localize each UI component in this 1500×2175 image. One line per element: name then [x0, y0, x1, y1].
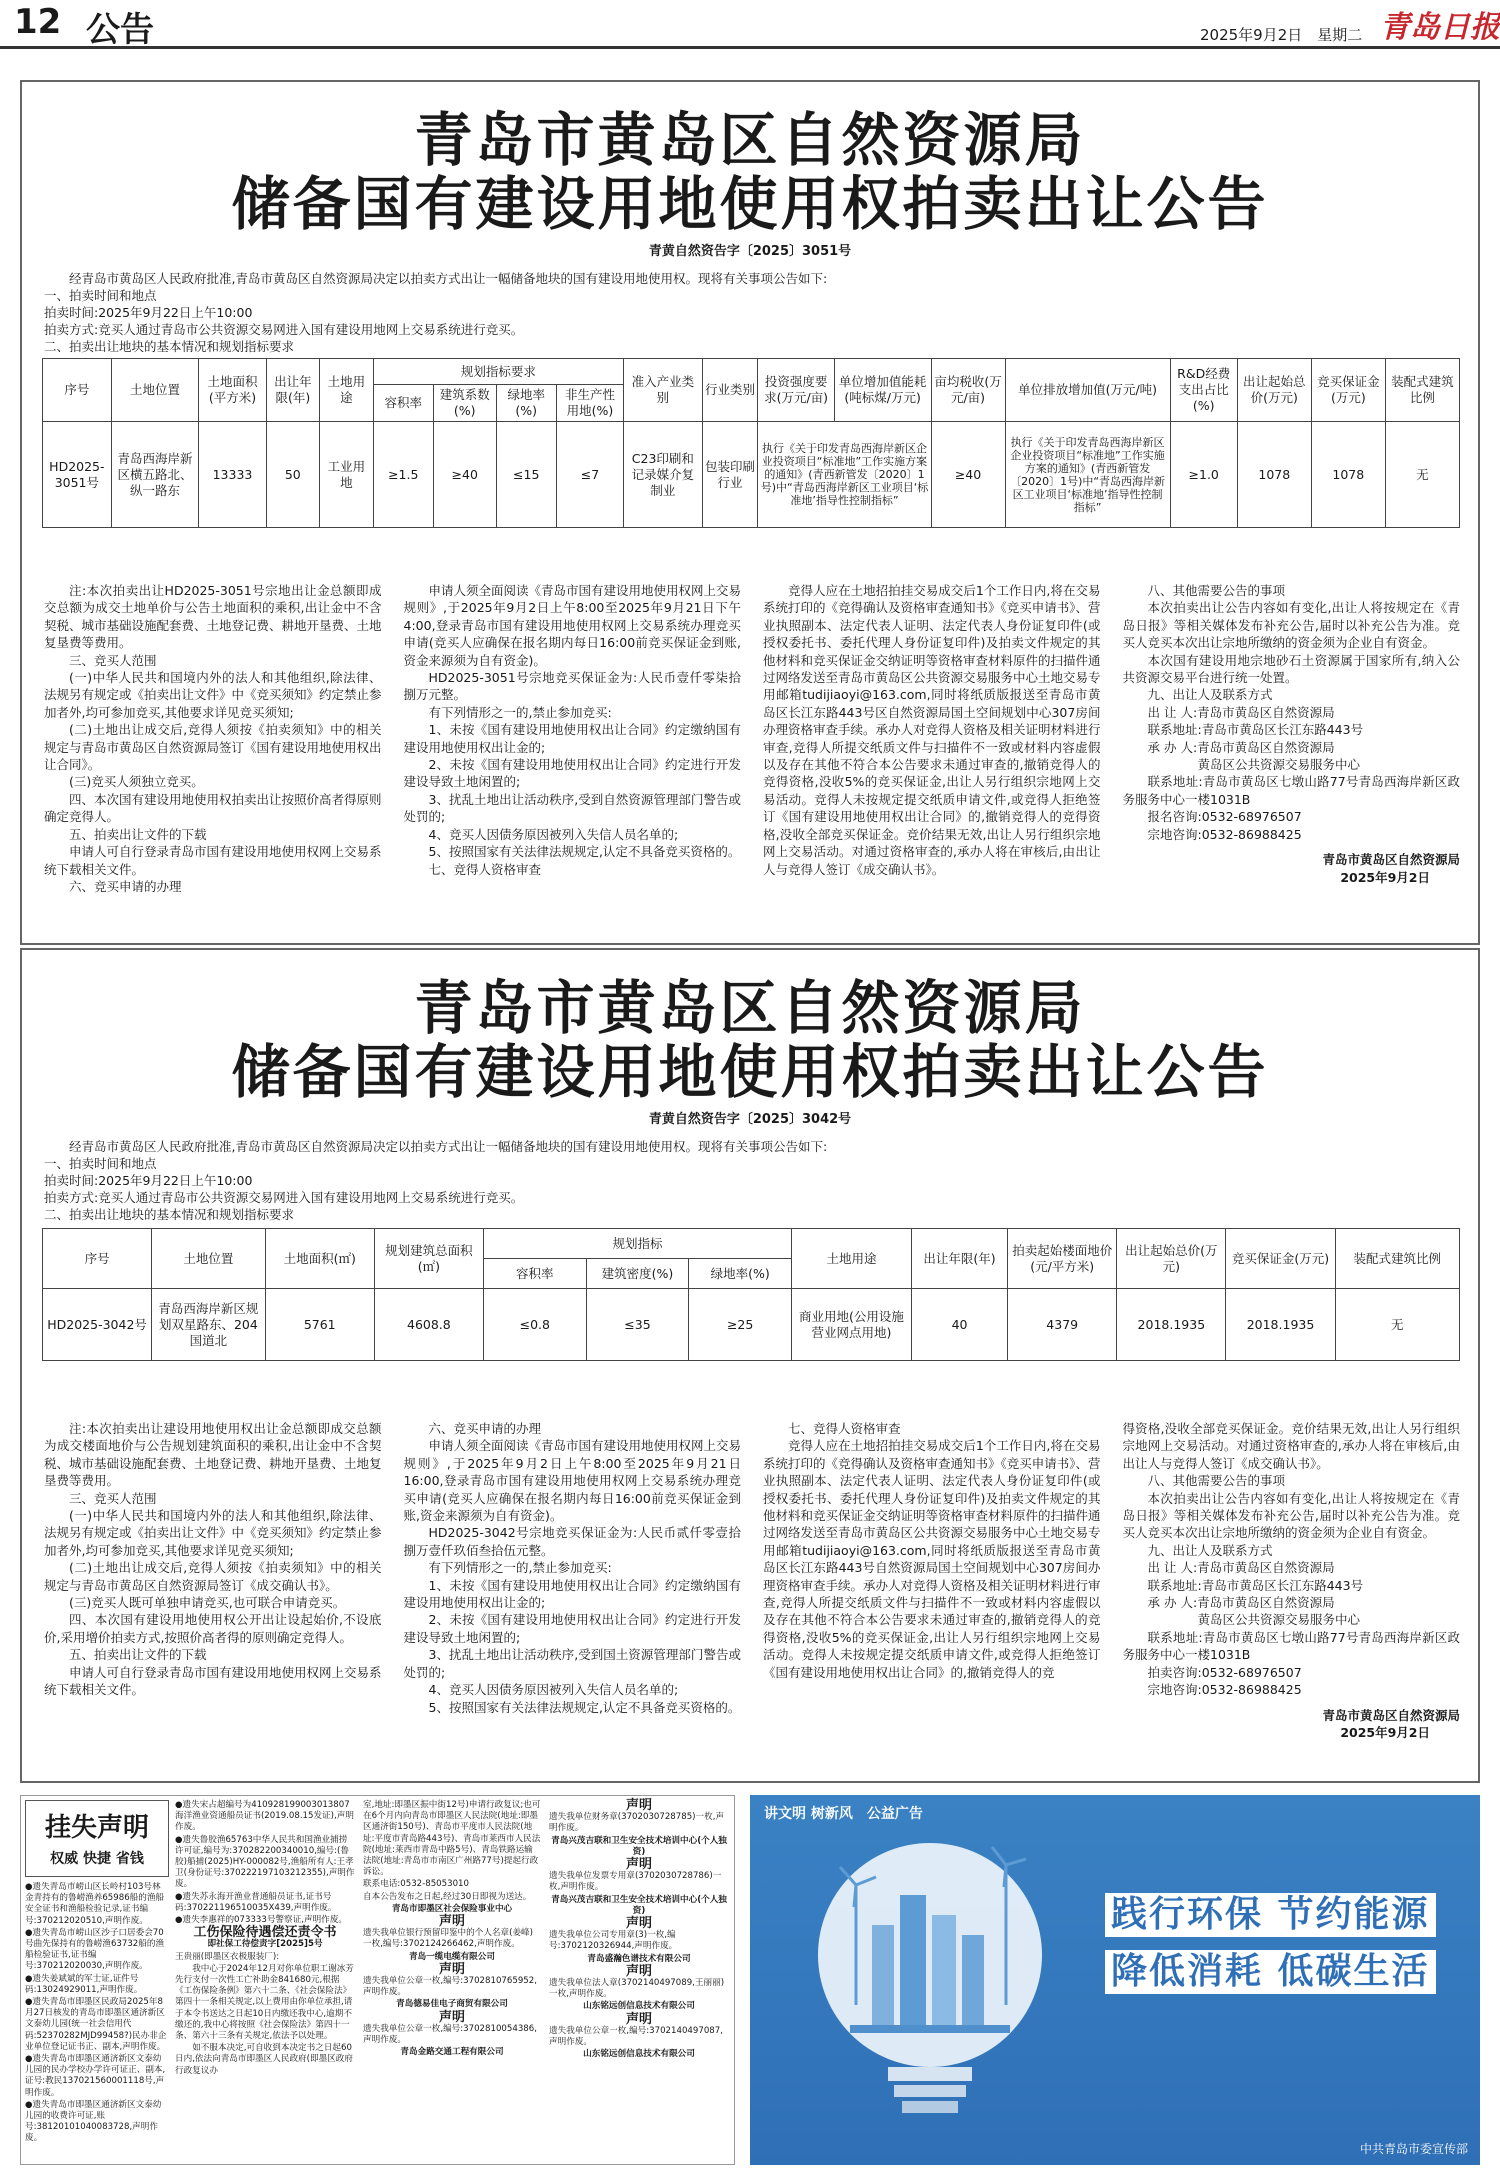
- doc-number: 青黄自然资告字〔2025〕3051号: [648, 244, 852, 259]
- para: 5、按照国家有关法律法规规定,认定不具备竞买资格的。: [428, 844, 741, 860]
- table-cell: 13333: [199, 422, 266, 528]
- th: 行业类别: [702, 359, 758, 422]
- body-column: [44, 582, 382, 895]
- ad-heading: 声明: [438, 2009, 465, 2025]
- para: 1、未按《国有建设用地使用权出让合同》约定缴纳国有建设用地使用权出让金的;: [403, 722, 741, 755]
- th: 单位排放增加值(万元/吨): [1005, 359, 1170, 422]
- notice-title-line2: 储备国有建设用地使用权拍卖出让公告: [231, 1038, 1269, 1106]
- para: 八、其他需要公告的事项: [1147, 583, 1286, 598]
- ad-item: 王贵丽(即墨区衣极服装厂):: [175, 1951, 280, 1962]
- notice-title-line1: 青岛市黄岛区自然资源局: [414, 106, 1086, 174]
- parcel-table: [42, 1228, 1460, 1361]
- notice-title-line1: 青岛市黄岛区自然资源局: [414, 974, 1086, 1042]
- lost-notice-banner: [25, 1800, 169, 1877]
- th: 土地面积(平方米): [199, 359, 266, 422]
- th: 出让年限(年): [911, 1229, 1007, 1289]
- notice-title-line2: 储备国有建设用地使用权拍卖出让公告: [231, 170, 1269, 238]
- para: 申请人可自行登录青岛市国有建设用地使用权网上交易系统下载相关文件。: [44, 844, 382, 877]
- ad-signer: 青岛德易佳电子商贸有限公司: [396, 1999, 508, 2010]
- para: HD2025-3042号宗地竞买保证金为:人民币贰仟零壹拾捌万壹仟玖佰叁拾伍元整。: [403, 1525, 741, 1558]
- public-service-ad: [750, 1795, 1480, 2165]
- para: 注:本次拍卖出让HD2025-3051号宗地出让金总额即成交总额为成交土地单价与公告土地面积的乘积,出让金中不含契税、城市基础设施配套费、土地登记费、耕地开垦费、土地复垦费等费用。: [44, 583, 382, 651]
- th-sub: 容积率: [483, 1259, 586, 1289]
- ad-heading: 声明: [625, 1857, 652, 1873]
- psa-credit: 中共青岛市委宣传部: [1359, 2142, 1468, 2156]
- table-cell: 执行《关于印发青岛西海岸新区企业投资项目“标准地”工作实施方案的通知》(青西新管发〔2020〕1号)中“青岛西海岸新区工业项目‘标准地’指导性控制指标”: [1005, 422, 1170, 528]
- ad-item: 遗失我单位公章一枚,编号:3702810765952,声明作废。: [363, 1976, 537, 1998]
- table-cell: 2018.1935: [1226, 1289, 1335, 1361]
- psa-tag: 讲文明 树新风 公益广告: [764, 1806, 923, 1822]
- ad-item: ●遗失姜斌斌的军士证,证件号码:13024929011,声明作废。: [25, 1973, 143, 1995]
- th: 拍卖起始楼面地价(元/平方米): [1008, 1229, 1117, 1289]
- para: 得资格,没收全部竞买保证金。竞价结果无效,出让人另行组织宗地网上交易活动。对通过资格审查的,承办人将在审核后,由出让人与竞得人签订《成交确认书》。: [1122, 1421, 1460, 1471]
- parcel-table: [42, 358, 1460, 528]
- ad-signer: 山东铭远创信息技术有限公司: [583, 2049, 695, 2060]
- table-cell: 工业用地: [320, 422, 374, 528]
- psa-slogan-1: 践行环保 节约能源: [1105, 1893, 1436, 1937]
- building-icon: [932, 1915, 956, 2025]
- th: 装配式建筑比例: [1335, 1229, 1459, 1289]
- table-cell: 1078: [1237, 422, 1311, 528]
- table-cell: ≤7: [556, 422, 623, 528]
- ad-signer: 青岛兴茂吉联和卫生安全技术培训中心(个人独资): [551, 1894, 727, 1916]
- ad-signer: 山东铭远创信息技术有限公司: [583, 2001, 695, 2012]
- para: 宗地咨询:0532-86988425: [1147, 826, 1302, 842]
- th: 土地面积(㎡): [265, 1229, 374, 1289]
- para: 联系地址:青岛市黄岛区长江东路443号: [1147, 722, 1364, 738]
- th: 装配式建筑比例: [1385, 359, 1459, 422]
- para: (三)竞买人既可单独申请竞买,也可联合申请竞买。: [69, 1595, 346, 1611]
- ad-item: ●遗失青岛市崂山区沙子口居委会70号曲先保持有的鲁崂渔63732船的渔船检验证书,证书编号:370212020030,声明作废。: [25, 1927, 165, 1972]
- para: 3、扰乱土地出让活动秩序,受到自然资源管理部门警告或处罚的;: [403, 791, 741, 825]
- th: 竞买保证金(万元): [1226, 1229, 1335, 1289]
- para: 申请人须全面阅读《青岛市国有建设用地使用权网上交易规则》,于2025年9月2日上午8:00至2025年9月21日下午4:00,登录青岛市国有建设用地使用权网上交易系统办理竞买申请(竞买人应确保在报名期内每日16:00前竞买保证金到账,资金来源须为自有资金)。: [403, 583, 742, 668]
- table-cell: 商业用地(公用设施营业网点用地): [791, 1289, 911, 1361]
- th-sub: 非生产性用地(%): [556, 385, 623, 422]
- body-column: [404, 1420, 742, 1741]
- ad-item: 如不服本决定,可自收到本决定书之日起60日内,依法向青岛市即墨区人民政府(即墨区政府行政复议办: [175, 2043, 353, 2076]
- ad-item: ●遗失青岛市即墨区通济新区文泰幼儿园的收费许可证,账号:38120101040083728,声明作废。: [25, 2099, 162, 2144]
- para: 本次拍卖出让公告内容如有变化,出让人将按规定在《青岛日报》等相关媒体发布补充公告,届时以补充公告为准。竞买人竞买本次出让宗地所缴纳的资金须为企业自有资金。: [1122, 600, 1460, 651]
- para: (二)土地出让成交后,竞得人须按《拍卖须知》中的相关规定与青岛市黄岛区自然资源局签订《成交确认书》。: [44, 1560, 382, 1593]
- intro-line: 拍卖时间:2025年9月22日上午10:00: [44, 305, 253, 320]
- table-cell: 包装印刷行业: [702, 422, 758, 528]
- para: 2、未按《国有建设用地使用权出让合同》约定进行开发建设导致土地闲置的;: [403, 757, 741, 790]
- ad-item: 遗失我单位公司专用章(3)一枚,编号:3702120326944,声明作废。: [549, 1930, 678, 1952]
- table-cell: 4379: [1008, 1289, 1117, 1361]
- para: 拍卖咨询:0532-68976507: [1147, 1664, 1302, 1680]
- lost-notice-title: 挂失声明: [44, 1813, 149, 1843]
- ad-item: 遗失我单位公章一枚,编号:3702140497087,声明作废。: [549, 2025, 723, 2048]
- para: 竞得人应在土地招拍挂交易成交后1个工作日内,将在交易系统打印的《竞得确认及资格审查通知书》《竞买申请书》、营业执照副本、法定代表人证明、法定代表人身份证复印件(或授权委托书、委托代理人身份证复印件)及拍卖文件规定的其他材料和竞买保证金交纳证明等资格审查材料原件的扫描件通过网络发送至青岛市黄岛区公共资源交易服务中心土地交易专用邮箱tudijiaoyi@163.com,同时将纸质版报送至青岛市黄岛区长江东路443号区自然资源局国土空间规划中心307房间办理资格审查手续。承办人对竞得人资格及相关证明材料进行审查,竞得人所提交纸质文件与扫描件不一致或材料内容虚假以及存在其他不符合本公告要求未通过审查的,撤销竞得人的竞得资格,没收5%的竞买保证金,出让人另行组织宗地网上交易活动。竞得人未按规定提交纸质申请文件,或竞得人拒绝签订《国有建设用地使用权出让合同》的,撤销竞得人的竞得资格,没收全部竞买保证金。竞价结果无效,出让人另行组织宗地网上交易活动。对通过资格审查的,承办人将在审核后,由出让人与竞得人签订《成交确认书》。: [763, 583, 1101, 877]
- ad-signer: 青岛盛瀚色谱技术有限公司: [587, 1953, 691, 1964]
- ad-item: 室,地址:即墨区振中街12号)申请行政复议;也可在6个月内向青岛市即墨区人民法院(地址:即墨区通济街150号)、青岛市平度市人民法院(地址:平度市青岛路443号)、青岛市莱西市人民法院(地址:莱西市青岛中路5号)、青岛铁路运输法院(地址:青岛市市南区广州路77号)提起行政诉讼。: [363, 1800, 541, 1878]
- table-cell: ≥40: [433, 422, 496, 528]
- para: 承 办 人:青岛市黄岛区自然资源局: [1147, 1595, 1335, 1611]
- notice-intro: [44, 270, 1454, 355]
- intro-line: 拍卖方式:竞买人通过青岛市公共资源交易网进入国有建设用地网上交易系统进行竞买。: [44, 322, 524, 337]
- th: 序号: [43, 1229, 152, 1289]
- intro-line: 一、拍卖时间和地点: [44, 1156, 157, 1171]
- para: 报名咨询:0532-68976507: [1147, 809, 1302, 825]
- para: 联系地址:青岛市黄岛区七墩山路77号青岛西海岸新区政务服务中心一楼1031B: [1122, 1629, 1460, 1663]
- ad-item: 自本公告发布之日起,经过30日即视为送达。: [363, 1891, 532, 1902]
- th: 单位增加值能耗(吨标煤/万元): [834, 359, 931, 422]
- table-cell: ≥1.5: [373, 422, 433, 528]
- table-cell: ≥25: [689, 1289, 792, 1361]
- th: 规划指标要求: [373, 359, 623, 385]
- para: 本次国有建设用地宗地砂石土资源属于国家所有,纳入公共资源交易平台进行统一处置。: [1122, 652, 1460, 686]
- signature-org: 青岛市黄岛区自然资源局: [1322, 852, 1460, 868]
- ad-heading: 声明: [438, 1914, 465, 1930]
- ad-heading: 声明: [625, 2011, 652, 2027]
- table-cell: HD2025-3042号: [43, 1289, 152, 1361]
- th: 土地用途: [791, 1229, 911, 1289]
- th: R&D经费支出占比(%): [1170, 359, 1237, 422]
- ad-subheading: 即社保工待偿责字[2025]5号: [207, 1939, 323, 1950]
- notice-body: [44, 1420, 1460, 1741]
- signature-date: 2025年9月2日: [1340, 869, 1430, 885]
- building-icon: [872, 1925, 894, 2025]
- bulb-glass-icon: [818, 1843, 1042, 2067]
- table-cell: 5761: [265, 1289, 374, 1361]
- notice-3042: [20, 948, 1480, 1783]
- para: 宗地咨询:0532-86988425: [1147, 1682, 1302, 1698]
- table-cell: ≤15: [496, 422, 556, 528]
- para: 六、竞买申请的办理: [428, 1421, 542, 1436]
- ad-item: 我中心于2024年12月对你单位职工谢冰芳先行支付一次性工亡补助金841680元,根据《工伤保险条例》第六十二条、《社会保险法》第四十一条相关规定,以上费用由你单位承担,请于本令书送达之日起10日内缴还我中心,逾期不缴还的,我中心将按照《社会保险法》第四十一条、第六十三条有关规定,依法予以处理。: [175, 1963, 354, 2042]
- para: 九、出让人及联系方式: [1147, 1542, 1273, 1558]
- ad-item: ●遗失青岛市即墨区民政局2025年8月27日核发的青岛市即墨区通济新区文泰幼儿园(统一社会信用代码:52370282MJD99458?)民办非企业单位登记证书正、副本,声明作废。: [25, 1997, 167, 2052]
- ad-item: ●遗失鲁胶渔65763中华人民共和国渔业捕捞许可证,编号为:370282200340010,编号:(鲁胶)船捕(2025)HY-000082号,渔船所有人:王孝卫(身份证号:370222197103212355),声明作废。: [175, 1834, 355, 1890]
- ad-item: ●遗失青岛市即墨区通济新区文泰幼儿园的民办学校办学许可证正、副本,证号:教民137021560001118号,声明作废。: [25, 2054, 166, 2098]
- intro-line: 二、拍卖出让地块的基本情况和规划指标要求: [44, 1207, 295, 1222]
- th: 出让年限(年): [266, 359, 320, 422]
- para: 2、未按《国有建设用地使用权出让合同》约定进行开发建设导致土地闲置的;: [403, 1612, 741, 1645]
- para: 4、竞买人因债务原因被列入失信人员名单的;: [428, 1682, 679, 1698]
- para: 七、竞得人资格审查: [428, 861, 542, 877]
- ad-heading: 声明: [438, 1961, 465, 1977]
- para: 三、竞买人范围: [69, 652, 157, 668]
- para: 四、本次国有建设用地使用权拍卖出让按照价高者得原则确定竞得人。: [44, 791, 382, 825]
- para: 出 让 人:青岛市黄岛区自然资源局: [1147, 704, 1335, 720]
- ad-item: 联系电话:0532-85053010: [363, 1879, 469, 1890]
- table-cell: ≤35: [586, 1289, 689, 1361]
- para: 黄岛区公共资源交易服务中心: [1197, 1612, 1361, 1628]
- th: 土地位置: [152, 1229, 265, 1289]
- ad-heading: 声明: [625, 1916, 652, 1932]
- body-column: [44, 1420, 382, 1741]
- intro-line: 经青岛市黄岛区人民政府批准,青岛市黄岛区自然资源局决定以拍卖方式出让一幅储备地块的国有建设用地使用权。现将有关事项公告如下:: [69, 271, 828, 286]
- para: 三、竞买人范围: [69, 1490, 157, 1506]
- para: 六、竞买申请的办理: [69, 878, 182, 894]
- notice-body: [44, 582, 1460, 895]
- ad-heading: 声明: [625, 1798, 652, 1813]
- lightbulb-city-illustration: [760, 1805, 1090, 2165]
- ad-item: 遗失我单位财务章(3702030728785)一枚,声明作废。: [549, 1812, 725, 1834]
- ad-item: 遗失我单位银行预留印鉴中的个人名章(姜峰)一枚,编号:3702124266462,声明作废。: [363, 1928, 533, 1950]
- para: 出 让 人:青岛市黄岛区自然资源局: [1147, 1560, 1335, 1576]
- body-column: [404, 582, 742, 895]
- th: 投资强度要求(万元/亩): [758, 359, 834, 422]
- ad-item: 遗失我单位发票专用章(3702030728786)一枚,声明作废。: [549, 1871, 722, 1893]
- ad-signer: 青岛市即墨区社会保险事业中心: [391, 1903, 513, 1914]
- para: (二)土地出让成交后,竞得人须按《拍卖须知》中的相关规定与青岛市黄岛区自然资源局签订《国有建设用地使用权出让合同》。: [44, 722, 382, 773]
- ad-heading: 工伤保险待遇偿还责令书: [193, 1925, 337, 1941]
- building-icon: [962, 1935, 984, 2025]
- ad-signer: 青岛金路交通工程有限公司: [400, 2047, 504, 2058]
- th: 出让起始总价(万元): [1117, 1229, 1226, 1289]
- para: 八、其他需要公告的事项: [1147, 1473, 1286, 1489]
- signature-org: 青岛市黄岛区自然资源局: [1322, 1707, 1460, 1723]
- classified-ads: [20, 1795, 735, 2165]
- th: 竞买保证金(万元): [1311, 359, 1385, 422]
- body-column: [763, 582, 1101, 895]
- lost-notice-slogan: 权威 快捷 省钱: [50, 1851, 144, 1867]
- para: 四、本次国有建设用地使用权公开出让设起始价,不设底价,采用增价拍卖方式,按照价高者得的原则确定竞得人。: [44, 1612, 382, 1645]
- th-sub: 容积率: [373, 385, 433, 422]
- th: 规划指标: [483, 1229, 791, 1259]
- table-cell: 无: [1335, 1289, 1459, 1361]
- body-column: [1123, 582, 1461, 895]
- table-cell: ≥1.0: [1170, 422, 1237, 528]
- para: 1、未按《国有建设用地使用权出让合同》约定缴纳国有建设用地使用权出让金的;: [403, 1577, 741, 1611]
- table-cell: 4608.8: [374, 1289, 483, 1361]
- table-cell: HD2025-3051号: [43, 422, 112, 528]
- para: (三)竞买人须独立竞买。: [69, 774, 204, 790]
- th-sub: 建筑密度(%): [586, 1259, 689, 1289]
- th-sub: 建筑系数(%): [433, 385, 496, 422]
- page-number: 12: [14, 2, 62, 42]
- doc-number: 青黄自然资告字〔2025〕3042号: [648, 1112, 852, 1127]
- para: (一)中华人民共和国境内外的法人和其他组织,除法律、法规另有规定或《拍卖出让文件》中《竞买须知》约定禁止参加者外,均可参加竞买,其他要求详见竞买须知;: [44, 670, 382, 720]
- table-cell: 1078: [1311, 422, 1385, 528]
- intro-line: 拍卖时间:2025年9月22日上午10:00: [44, 1173, 253, 1188]
- para: 4、竞买人因债务原因被列入失信人员名单的;: [428, 826, 679, 842]
- table-cell: 50: [266, 422, 320, 528]
- ad-signer: 青岛兴茂吉联和卫生安全技术培训中心(个人独资): [551, 1835, 727, 1857]
- section-title: 公告: [86, 10, 154, 50]
- ad-item: ●遗失苏永海开渔业普通船员证书,证书号码:370221196510035X439,声明作废。: [175, 1891, 337, 1913]
- para: 竞得人应在土地招拍挂交易成交后1个工作日内,将在交易系统打印的《竞得确认及资格审查通知书》《竞买申请书》、营业执照副本、法定代表人证明、法定代表人身份证复印件(或授权委托书、委托代理人身份证复印件)及拍卖文件规定的其他材料和竞买保证金交纳证明等资格审查材料原件的扫描件通过网络发送至青岛市黄岛区公共资源交易服务中心土地交易专用邮箱tudijiaoyi@163.com,同时将纸质版报送至青岛市黄岛区长江东路443号自然资源局国土空间规划中心307房间办理资格审查手续。承办人对竞得人资格及相关证明材料进行审查,竞得人所提交纸质文件与扫描件不一致或材料内容虚假以及存在其他不符合本公告要求未通过审查的,撤销竞得人的竞得资格,没收5%的竞买保证金,出让人另行组织宗地网上交易活动。竞得人未按规定提交纸质申请文件,或竞得人拒绝签订《国有建设用地使用权出让合同》的,撤销竞得人的竞: [763, 1438, 1101, 1680]
- signature-date: 2025年9月2日: [1340, 1724, 1430, 1740]
- intro-line: 经青岛市黄岛区人民政府批准,青岛市黄岛区自然资源局决定以拍卖方式出让一幅储备地块的国有建设用地使用权。现将有关事项公告如下:: [69, 1139, 828, 1154]
- para: 本次拍卖出让公告内容如有变化,出让人将按规定在《青岛日报》等相关媒体发布补充公告,届时以补充公告为准。竞买人竞买本次出让宗地所缴纳的资金须为企业自有资金。: [1122, 1490, 1460, 1541]
- para: HD2025-3051号宗地竞买保证金为:人民币壹仟零柒拾捌万元整。: [403, 670, 741, 703]
- newspaper-logo: 青岛日报: [1380, 10, 1500, 45]
- intro-line: 一、拍卖时间和地点: [44, 288, 157, 303]
- intro-line: 二、拍卖出让地块的基本情况和规划指标要求: [44, 339, 295, 354]
- para: 联系地址:青岛市黄岛区长江东路443号: [1147, 1577, 1364, 1593]
- para: 3、扰乱土地出让活动秩序,受到国土资源管理部门警告或处罚的;: [403, 1647, 741, 1680]
- ad-signer: 青岛一缆电缆有限公司: [409, 1951, 495, 1962]
- th: 土地位置: [111, 359, 199, 422]
- th: 序号: [43, 359, 112, 422]
- para: 黄岛区公共资源交易服务中心: [1197, 757, 1361, 773]
- para: (一)中华人民共和国境内外的法人和其他组织,除法律、法规另有规定或《拍卖出让文件》中《竞买须知》约定禁止参加者外,均可参加竞买,其他要求详见竞买须知;: [44, 1508, 382, 1558]
- th: 亩均税收(万元/亩): [931, 359, 1005, 422]
- intro-line: 拍卖方式:竞买人通过青岛市公共资源交易网进入国有建设用地网上交易系统进行竞买。: [44, 1190, 524, 1205]
- para: 五、拍卖出让文件的下载: [69, 1647, 207, 1663]
- ad-heading: 声明: [625, 1963, 652, 1979]
- building-icon: [900, 1895, 926, 2025]
- th: 规划建筑总面积(㎡): [374, 1229, 483, 1289]
- para: 五、拍卖出让文件的下载: [69, 826, 207, 842]
- table-cell: 40: [911, 1289, 1007, 1361]
- ad-item: 遗失我单位法人章(3702140497089,王丽丽)一枚,声明作废。: [549, 1978, 725, 2000]
- table-cell: ≥40: [931, 422, 1005, 528]
- table-cell: 2018.1935: [1117, 1289, 1226, 1361]
- table-cell: ≤0.8: [483, 1289, 586, 1361]
- para: 九、出让人及联系方式: [1147, 687, 1273, 703]
- table-cell: C23印刷和记录媒介复制业: [624, 422, 703, 528]
- ad-item: 遗失我单位公章一枚,编号:3702810054386,声明作废。: [363, 2023, 537, 2046]
- notice-3051: [20, 80, 1480, 945]
- th: 出让起始总价(万元): [1237, 359, 1311, 422]
- ad-item: ●遗失宋占超编号为410928199003013807海洋渔业资通船员证书(2019.08.15发证),声明作废。: [175, 1800, 354, 1833]
- para: 申请人须全面阅读《青岛市国有建设用地使用权网上交易规则》,于2025年9月2日上午8:00至2025年9月21日16:00,登录青岛市国有建设用地使用权网上交易系统办理竞买申请(竞买人应确保在报名期内每日16:00前竞买保证金到账,资金来源须为自有资金)。: [403, 1438, 742, 1524]
- ads-column: [25, 1882, 167, 2162]
- body-column: [1123, 1420, 1461, 1741]
- page-header: [0, 0, 1500, 49]
- para: 承 办 人:青岛市黄岛区自然资源局: [1147, 739, 1335, 755]
- para: 5、按照国家有关法律法规规定,认定不具备竞买资格的。: [428, 1699, 741, 1715]
- th-sub: 绿地率(%): [496, 385, 556, 422]
- para: 七、竞得人资格审查: [788, 1421, 901, 1436]
- table-cell: 无: [1385, 422, 1459, 528]
- para: 有下列情形之一的,禁止参加竞买:: [428, 1560, 612, 1576]
- ads-column: [363, 1796, 541, 2170]
- para: 申请人可自行登录青岛市国有建设用地使用权网上交易系统下载相关文件。: [44, 1664, 382, 1698]
- psa-slogan-2: 降低消耗 低碳生活: [1105, 1950, 1436, 1994]
- th: 准入产业类别: [624, 359, 703, 422]
- ads-column: [549, 1796, 729, 2170]
- body-column: [763, 1420, 1101, 1741]
- table-cell: 执行《关于印发青岛西海岸新区企业投资项目“标准地”工作实施方案的通知》(青西新管发〔2020〕1号)中“青岛西海岸新区工业项目‘标准地’指导性控制指标”: [758, 422, 931, 528]
- th: 土地用途: [320, 359, 374, 422]
- ad-item: ●遗失李惠祥的073333号警察证,声明作废。: [175, 1915, 347, 1926]
- bulb-cap-icon: [888, 2067, 972, 2081]
- ad-item: ●遗失青岛市崂山区长岭村103号林金青持有的鲁崂渔养65986船的渔船安全证书和渔船检验记录,证书编号:370212020510,声明作废。: [25, 1882, 165, 1926]
- para: 联系地址:青岛市黄岛区七墩山路77号青岛西海岸新区政务服务中心一楼1031B: [1122, 774, 1460, 807]
- issue-date: 2025年9月2日 星期二: [1200, 26, 1363, 44]
- notice-intro: [44, 1138, 1454, 1223]
- th-sub: 绿地率(%): [689, 1259, 792, 1289]
- table-cell: 青岛西海岸新区规划双星路东、204国道北: [152, 1289, 265, 1361]
- para: 有下列情形之一的,禁止参加竞买:: [428, 704, 612, 720]
- table-cell: 青岛西海岸新区横五路北、纵一路东: [111, 422, 199, 528]
- ads-column: [175, 1796, 355, 2170]
- para: 注:本次拍卖出让建设用地使用权出让金总额即成交总额为成交楼面地价与公告规划建筑面积的乘积,出让金中不含契税、城市基础设施配套费、土地登记费、耕地开垦费、土地复垦费等费用。: [44, 1421, 382, 1489]
